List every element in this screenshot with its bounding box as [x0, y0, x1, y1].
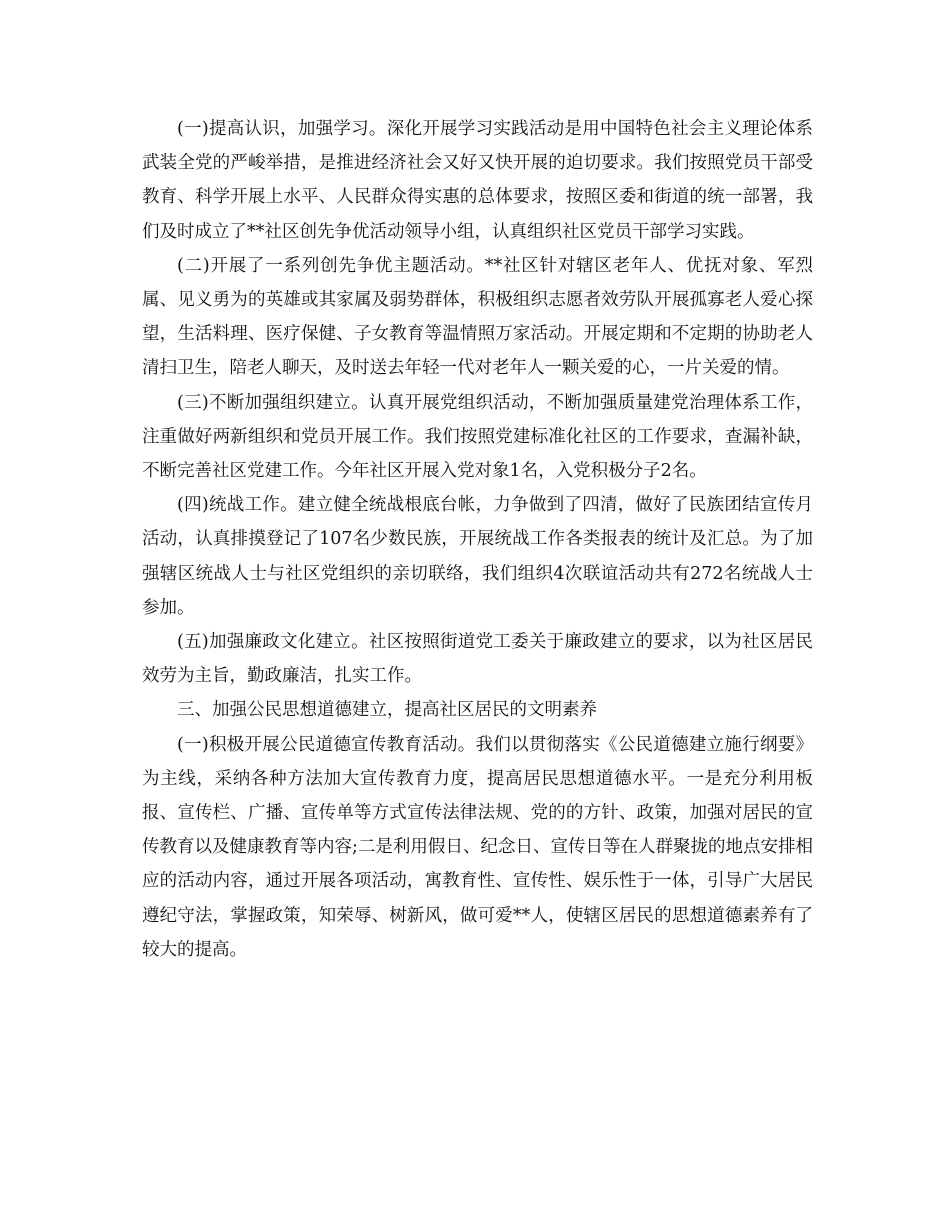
- paragraph-6: (一)积极开展公民道德宣传教育活动。我们以贯彻落实《公民道德建立施行纲要》为主线，采纳各种方法加大宣传教育力度，提高居民思想道德水平。一是充分利用板报、宣传栏、广播、宣传单等方式宣传法律法规、党的的方针、政策，加强对居民的宣传教育以及健康教育等内容;二是利用假日、纪念日、宣传日等在人群聚拢的地点安排相应的活动内容，通过开展各项活动，寓教育性、宣传性、娱乐性于一体，引导广大居民遵纪守法，掌握政策，知荣辱、树新风，做可爱**人，使辖区居民的思想道德素养有了较大的提高。: [142, 734, 813, 960]
- paragraph-4: (四)统战工作。建立健全统战根底台帐，力争做到了四清，做好了民族团结宣传月活动，认真排摸登记了107名少数民族，开展统战工作各类报表的统计及汇总。为了加强辖区统战人士与社区党组织的亲切联络，我们组织4次联谊活动共有272名统战人士参加。: [142, 495, 813, 618]
- document-body: [142, 112, 813, 967]
- section-heading: 三、加强公民思想道德建立，提高社区居民的文明素养: [177, 700, 597, 721]
- paragraph-1: (一)提高认识，加强学习。深化开展学习实践活动是用中国特色社会主义理论体系武装全党的严峻举措，是推进经济社会又好又快开展的迫切要求。我们按照党员干部受教育、科学开展上水平、人民群众得实惠的总体要求，按照区委和街道的统一部署，我们及时成立了**社区创先争优活动领导小组，认真组织社区党员干部学习实践。: [142, 119, 813, 242]
- paragraph-2: (二)开展了一系列创先争优主题活动。**社区针对辖区老年人、优抚对象、军烈属、见义勇为的英雄或其家属及弱势群体，积极组织志愿者效劳队开展孤寡老人爱心探望，生活料理、医疗保健、子女教育等温情照万家活动。开展定期和不定期的协助老人清扫卫生，陪老人聊天，及时送去年轻一代对老年人一颗关爱的心，一片关爱的情。: [142, 255, 813, 379]
- paragraph-3: (三)不断加强组织建立。认真开展党组织活动，不断加强质量建党治理体系工作，注重做好两新组织和党员开展工作。我们按照党建标准化社区的工作要求，查漏补缺，不断完善社区党建工作。今年社区开展入党对象1名，入党积极分子2名。: [142, 392, 813, 482]
- paragraph-5: (五)加强廉政文化建立。社区按照街道党工委关于廉政建立的要求，以为社区居民效劳为主旨，勤政廉洁，扎实工作。: [142, 632, 813, 687]
